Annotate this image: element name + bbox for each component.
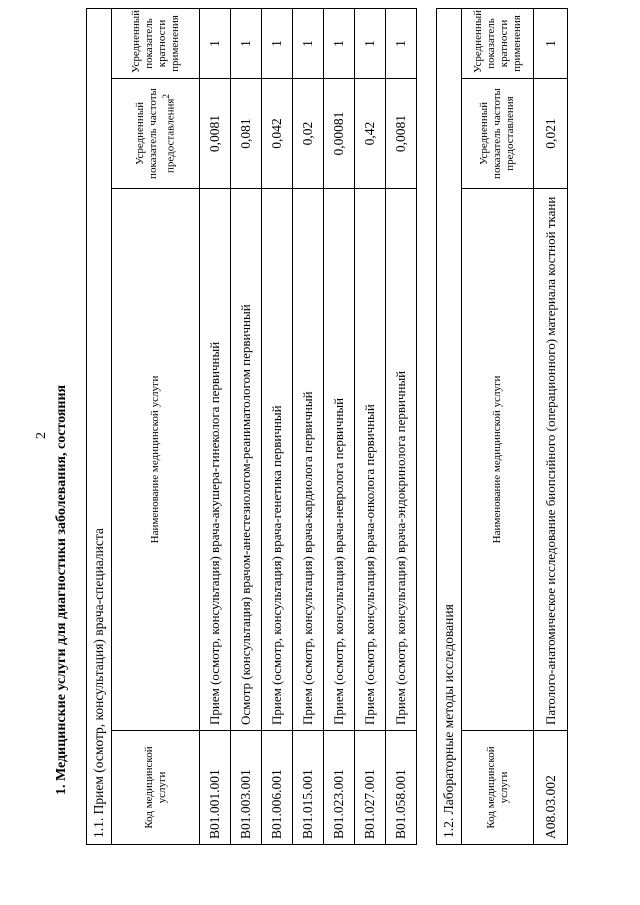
- header-code: Код медицинской услуги: [462, 731, 534, 845]
- table-row: [262, 9, 293, 845]
- header-code: Код медицинской услуги: [112, 731, 200, 845]
- service-code-cell: A08.03.002: [534, 731, 568, 845]
- header-name: Наименование медицинской услуги: [112, 189, 200, 731]
- table1-caption: 1.1. Прием (осмотр, консультация) врача-специалиста: [87, 9, 112, 845]
- frequency-cell: 0,0081: [386, 79, 417, 189]
- service-name-cell: Прием (осмотр, консультация) врача-генетика первичный: [262, 189, 293, 731]
- page-number: 2: [34, 432, 49, 439]
- table-row: [200, 9, 231, 845]
- table1-body: [200, 9, 417, 845]
- multiplicity-cell: 1: [534, 8, 568, 78]
- service-code-cell: B01.027.001: [355, 731, 386, 845]
- multiplicity-cell: 1: [231, 9, 262, 79]
- footnote-mark: 2: [160, 93, 171, 99]
- doctor-consultation-table: [86, 8, 417, 845]
- service-name-cell: Прием (осмотр, консультация) врача-эндокринолога первичный: [386, 189, 417, 731]
- frequency-cell: 0,42: [355, 79, 386, 189]
- service-code-cell: B01.003.001: [231, 731, 262, 845]
- frequency-cell: 0,02: [293, 79, 324, 189]
- header-frequency: Усредненный показатель частоты предоставления: [462, 79, 534, 189]
- service-name-cell: Прием (осмотр, консультация) врача-акушера-гинеколога первичный: [200, 189, 231, 731]
- multiplicity-cell: 1: [200, 9, 231, 79]
- frequency-cell: 0,0081: [200, 79, 231, 189]
- table-caption-row: [87, 9, 112, 845]
- service-name-cell: Прием (осмотр, консультация) врача-кардиолога первичный: [293, 189, 324, 731]
- frequency-cell: 0,081: [231, 79, 262, 189]
- frequency-cell: 0,021: [534, 79, 568, 189]
- table-header-row: [112, 9, 200, 845]
- table2-caption: 1.2. Лабораторные методы исследования: [437, 8, 462, 844]
- service-name-cell: Патолого-анатомическое исследование биопсийного (операционного) материала костной ткани: [534, 189, 568, 731]
- table2-body: [534, 8, 568, 844]
- table-row: [231, 9, 262, 845]
- multiplicity-cell: 1: [262, 9, 293, 79]
- service-code-cell: B01.006.001: [262, 731, 293, 845]
- service-name-cell: Прием (осмотр, консультация) врача-онколога первичный: [355, 189, 386, 731]
- service-name-cell: Осмотр (консультация) врачом-анестезиологом-реаниматологом первичный: [231, 189, 262, 731]
- header-frequency: [112, 79, 200, 189]
- multiplicity-cell: 1: [355, 9, 386, 79]
- service-code-cell: B01.058.001: [386, 731, 417, 845]
- header-name: Наименование медицинской услуги: [462, 189, 534, 731]
- multiplicity-cell: 1: [386, 9, 417, 79]
- table-row: [293, 9, 324, 845]
- multiplicity-cell: 1: [324, 9, 355, 79]
- service-code-cell: B01.015.001: [293, 731, 324, 845]
- header-frequency-text: Усредненный показатель частоты предоставления: [133, 88, 177, 179]
- table-row: [386, 9, 417, 845]
- service-code-cell: B01.001.001: [200, 731, 231, 845]
- table-row: [534, 8, 568, 844]
- multiplicity-cell: 1: [293, 9, 324, 79]
- table-caption-row: [437, 8, 462, 844]
- laboratory-methods-table: [436, 8, 568, 845]
- service-name-cell: Прием (осмотр, консультация) врача-невролога первичный: [324, 189, 355, 731]
- table-row: [355, 9, 386, 845]
- table-header-row: [462, 8, 534, 844]
- header-multiplicity: Усредненный показатель кратности применения: [462, 8, 534, 78]
- header-multiplicity: Усредненный показатель кратности применения: [112, 9, 200, 79]
- section-title: 1. Медицинские услуги для диагностики заболевания, состояния: [54, 384, 69, 795]
- service-code-cell: B01.023.001: [324, 731, 355, 845]
- frequency-cell: 0,042: [262, 79, 293, 189]
- frequency-cell: 0,00081: [324, 79, 355, 189]
- table-row: [324, 9, 355, 845]
